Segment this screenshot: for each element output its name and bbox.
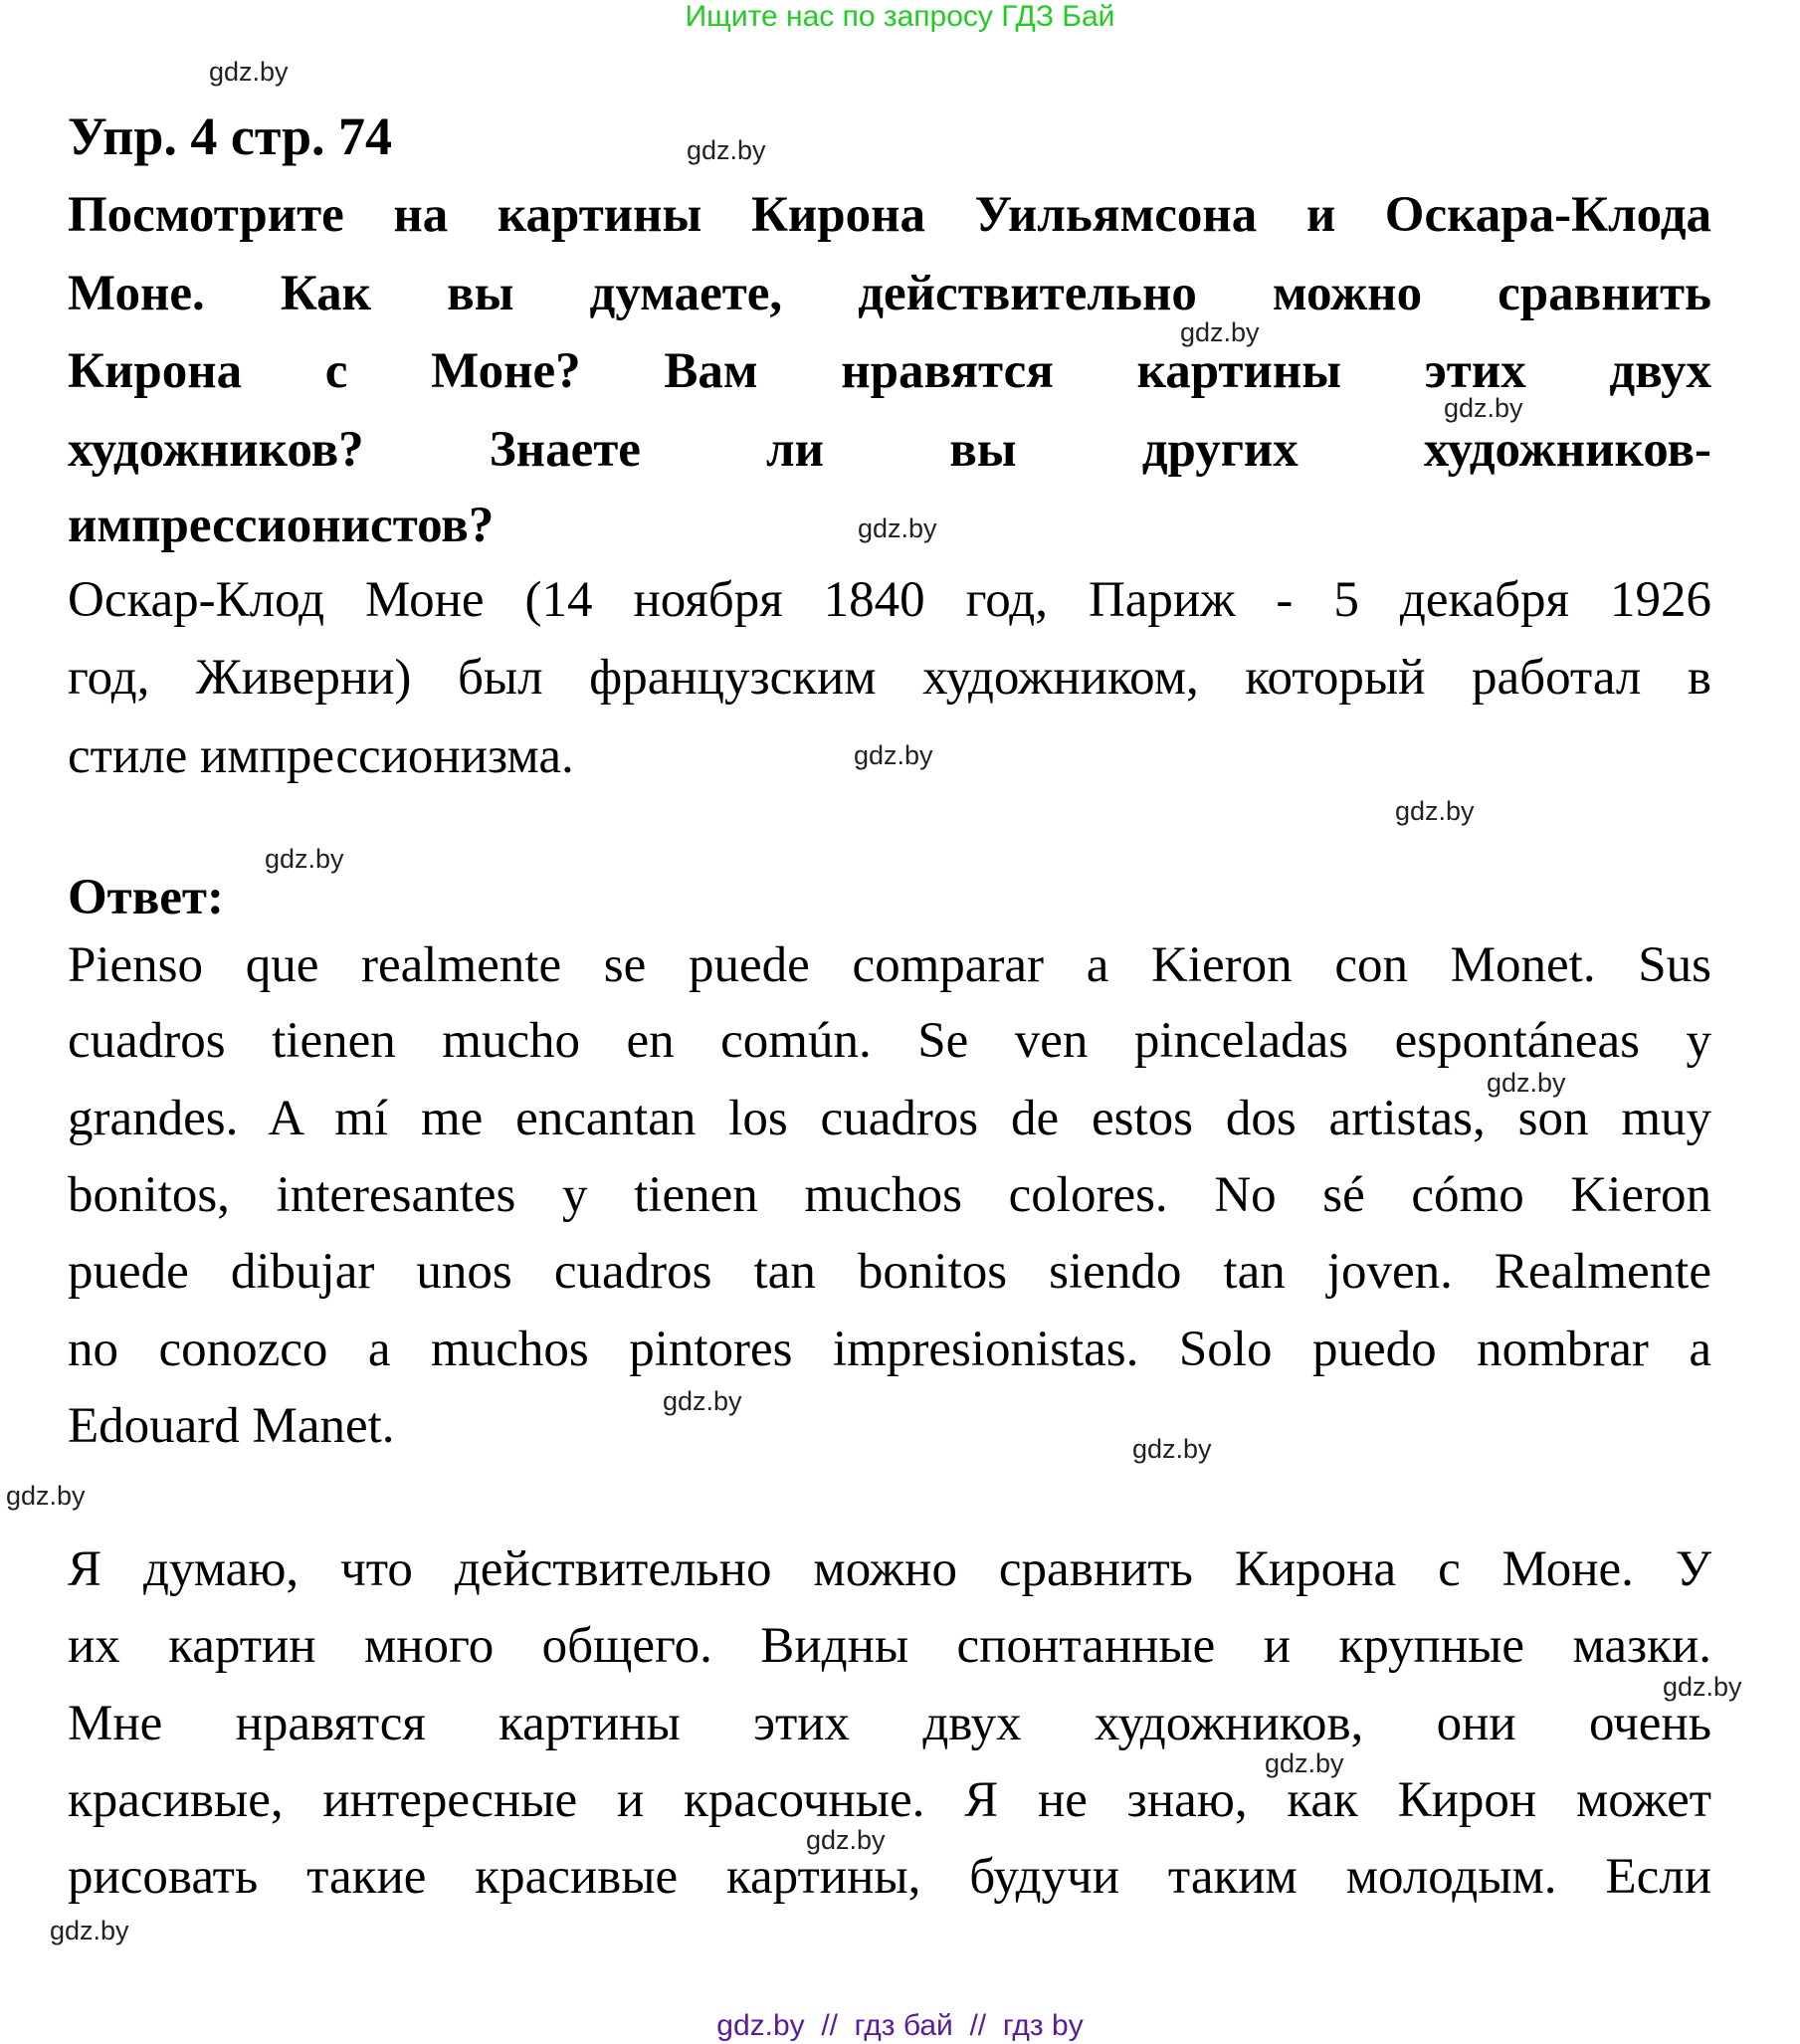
russian-line: Мне нравятся картины этих двух художников, они очень: [68, 1696, 1711, 1751]
footer-links[interactable]: gdz.by // гдз бай // гдз by: [716, 2009, 1084, 2042]
watermark: gdz.by: [1132, 1434, 1212, 1464]
info-line: Оскар-Клод Моне (14 ноября 1840 год, Париж - 5 декабря 1926: [68, 572, 1711, 628]
spanish-line: cuadros tienen mucho en común. Se ven pinceladas espontáneas y: [68, 1013, 1711, 1069]
question-line: Кирона с Моне? Вам нравятся картины этих двух: [68, 343, 1711, 399]
spanish-line: grandes. A mí me encantan los cuadros de estos dos artistas, son muy: [68, 1091, 1711, 1146]
spanish-line: bonitos, interesantes y tienen muchos colores. No sé cómo Kieron: [68, 1167, 1711, 1223]
russian-line: рисовать такие красивые картины, будучи таким молодым. Если: [68, 1849, 1711, 1905]
watermark: gdz.by: [858, 513, 937, 543]
watermark: gdz.by: [1487, 1068, 1566, 1098]
watermark: gdz.by: [265, 844, 344, 874]
russian-line: Я думаю, что действительно можно сравнить Кирона с Моне. У: [68, 1541, 1711, 1597]
watermark: gdz.by: [1395, 796, 1475, 826]
info-line: стиле импрессионизма.: [68, 728, 574, 784]
info-line: год, Живерни) был французским художником, который работал в: [68, 650, 1711, 706]
russian-line: красивые, интересные и красочные. Я не знаю, как Кирон может: [68, 1772, 1711, 1828]
watermark: gdz.by: [1265, 1748, 1344, 1778]
spanish-line: no conozco a muchos pintores impresionistas. Solo puedo nombrar a: [68, 1322, 1711, 1377]
exercise-title: Упр. 4 стр. 74: [68, 106, 393, 166]
question-line: Посмотрите на картины Кирона Уильямсона и Оскара-Клода: [68, 187, 1711, 243]
spanish-line: puede dibujar unos cuadros tan bonitos siendo tan joven. Realmente: [68, 1244, 1711, 1300]
spanish-line: Edouard Manet.: [68, 1398, 395, 1454]
watermark: gdz.by: [209, 57, 289, 87]
watermark: gdz.by: [6, 1481, 86, 1511]
question-line: художников? Знаете ли вы других художников-: [68, 422, 1711, 478]
watermark: gdz.by: [687, 135, 766, 165]
header-banner[interactable]: Ищите нас по запросу ГДЗ Бай: [685, 0, 1115, 33]
question-line: Моне. Как вы думаете, действительно можно сравнить: [68, 266, 1711, 321]
watermark: gdz.by: [806, 1825, 886, 1855]
watermark: gdz.by: [663, 1386, 742, 1416]
spanish-line: Pienso que realmente se puede comparar a Kieron con Monet. Sus: [68, 937, 1711, 993]
russian-line: их картин много общего. Видны спонтанные и крупные мазки.: [68, 1618, 1711, 1674]
watermark: gdz.by: [1444, 393, 1523, 423]
watermark: gdz.by: [50, 1916, 129, 1945]
answer-label: Ответ:: [68, 870, 224, 925]
question-line: импрессионистов?: [68, 498, 495, 553]
watermark: gdz.by: [1180, 317, 1260, 347]
watermark: gdz.by: [1663, 1672, 1742, 1702]
watermark: gdz.by: [854, 740, 933, 770]
